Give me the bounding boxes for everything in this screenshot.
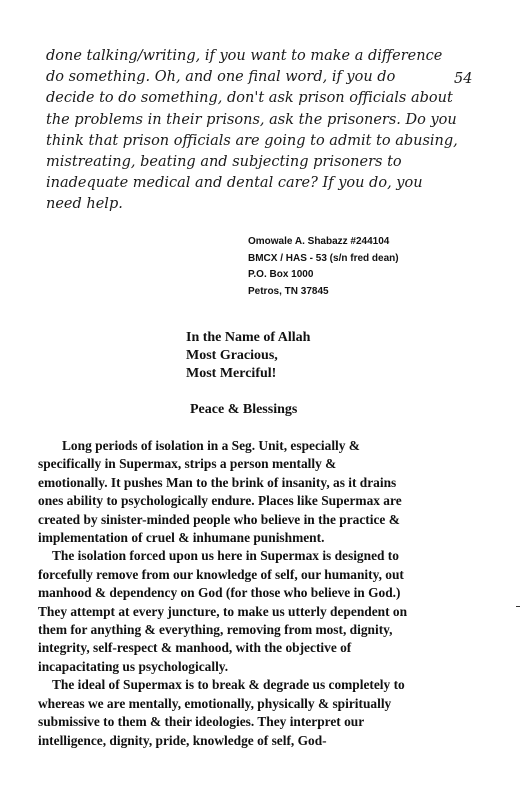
body-line: forcefully remove from our knowledge of self, our humanity, out xyxy=(38,566,404,582)
body-line: The ideal of Supermax is to break & degrade us completely to xyxy=(52,677,405,693)
handwritten-line: the problems in their prisons, ask the prisoners. Do you xyxy=(46,111,457,128)
body-line: intelligence, dignity, pride, knowledge of self, God- xyxy=(38,732,327,748)
page-number: 54 xyxy=(454,71,473,87)
sender-po-box: P.O. Box 1000 xyxy=(248,269,314,280)
body-line: them for anything & everything, removing from most, dignity, xyxy=(38,622,393,638)
salutation xyxy=(186,329,310,383)
handwritten-line: inadequate medical and dental care? If you do, you xyxy=(46,175,423,192)
body-line: The isolation forced upon us here in Supermax is designed to xyxy=(52,548,399,564)
body-line: manhood & dependency on God (for those who believe in God.) xyxy=(38,585,401,601)
salutation-line: Most Merciful! xyxy=(186,366,277,381)
sender-name: Omowale A. Shabazz #244104 xyxy=(248,236,390,247)
handwritten-line: do something. Oh, and one final word, if you do xyxy=(46,69,396,86)
body-line: emotionally. It pushes Man to the brink of insanity, as it drains xyxy=(38,474,397,490)
body-line: specifically in Supermax, strips a person mentally & xyxy=(38,456,337,472)
body-line: whereas we are mentally, emotionally, physically & spiritually xyxy=(38,695,392,711)
body-line: created by sinister-minded people who believe in the practice & xyxy=(38,511,400,527)
body-line: Long periods of isolation in a Seg. Unit, especially & xyxy=(62,438,360,453)
greeting: Peace & Blessings xyxy=(190,402,298,417)
handwritten-note xyxy=(46,46,506,216)
handwritten-line: decide to do something, don't ask prison officials about xyxy=(46,90,453,107)
body-line: integrity, self-respect & manhood, with the objective of xyxy=(38,640,352,656)
sender-address xyxy=(248,234,399,300)
body-line: implementation of cruel & inhumane punishment. xyxy=(38,530,325,546)
handwritten-line: need help. xyxy=(46,196,123,213)
salutation-line: Most Gracious, xyxy=(186,348,278,363)
sender-city: Petros, TN 37845 xyxy=(248,285,329,297)
handwritten-line: mistreating, beating and subjecting prisoners to xyxy=(46,154,402,171)
margin-mark xyxy=(516,606,520,607)
letter-body xyxy=(38,437,508,750)
handwritten-line: think that prison officials are going to admit to abusing, xyxy=(46,132,458,149)
handwritten-line: done talking/writing, if you want to make a difference xyxy=(46,48,443,64)
body-line: ones ability to psychologically endure. Places like Supermax are xyxy=(38,493,402,509)
body-line: submissive to them & their ideologies. They interpret our xyxy=(38,714,365,730)
sender-unit: BMCX / HAS - 53 (s/n fred dean) xyxy=(248,252,399,264)
body-line: incapacitating us psychologically. xyxy=(38,658,229,674)
body-line: They attempt at every juncture, to make us utterly dependent on xyxy=(38,603,408,619)
salutation-line: In the Name of Allah xyxy=(186,330,311,345)
